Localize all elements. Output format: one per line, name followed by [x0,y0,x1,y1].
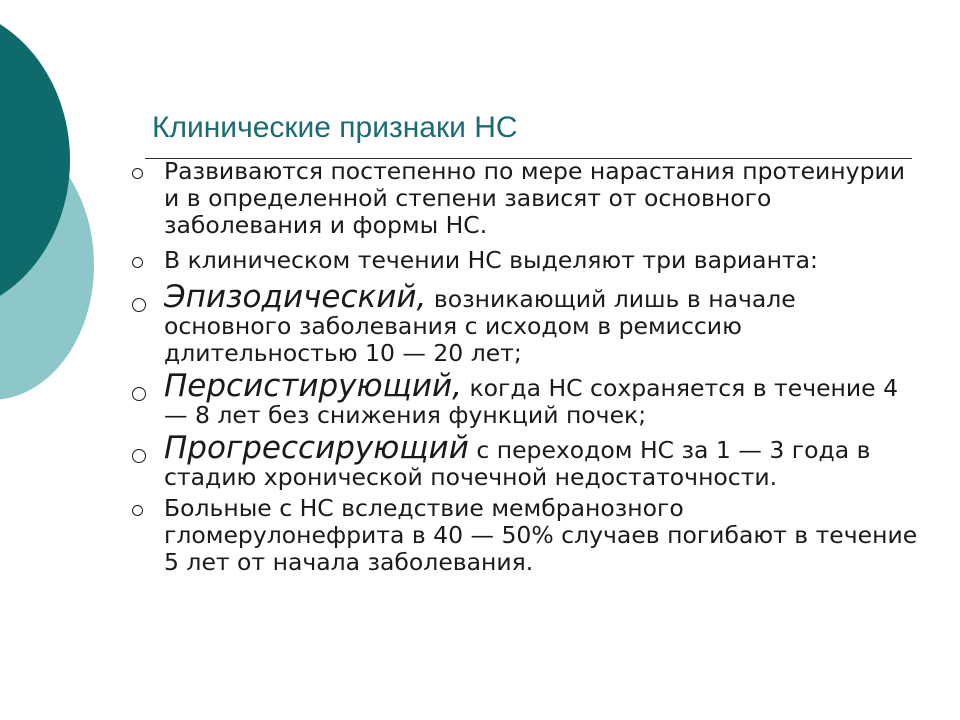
term-episodic: Эпизодический, [164,279,427,315]
bullet-text: когда НС сохраняется в течение 4 — 8 лет без снижения функций почек; [164,374,899,429]
bullet-circle-icon [132,298,146,312]
bullet-circle-icon [132,168,143,179]
bullet-circle-icon [132,387,146,401]
bullet-circle-icon [132,257,143,268]
bullet-item-progressive [128,430,918,491]
bullet-item-variants [128,247,918,274]
slide-title: Клинические признаки НС [152,111,518,144]
bullet-item-episodic [128,279,918,367]
bullet-text: возникающий лишь в начале основного заболевания с исходом в ремиссию длительностью 10 — 20 лет; [164,285,796,367]
term-progressive: Прогрессирующий [164,430,469,466]
bullet-list [128,158,918,576]
bullet-text: с переходом НС за 1 — 3 года в стадию хронической почечной недостаточности. [164,436,871,491]
term-persistent: Персистирующий, [164,368,462,404]
bullet-circle-icon [132,505,143,516]
bullet-text: Развиваются постепенно по мере нарастания протеинурии и в определенной степени зависят от основного заболевания и формы НС. [164,157,906,239]
bullet-circle-icon [132,449,146,463]
bullet-text: В клиническом течении НС выделяют три варианта: [164,246,818,274]
bullet-item-prognosis [128,495,918,576]
bullet-text: Больные с НС вследствие мембранозного гломерулонефрита в 40 — 50% случаев погибают в течение 5 лет от начала заболевания. [164,494,918,576]
bullet-item-persistent [128,368,918,429]
bullet-item-onset [128,158,918,239]
